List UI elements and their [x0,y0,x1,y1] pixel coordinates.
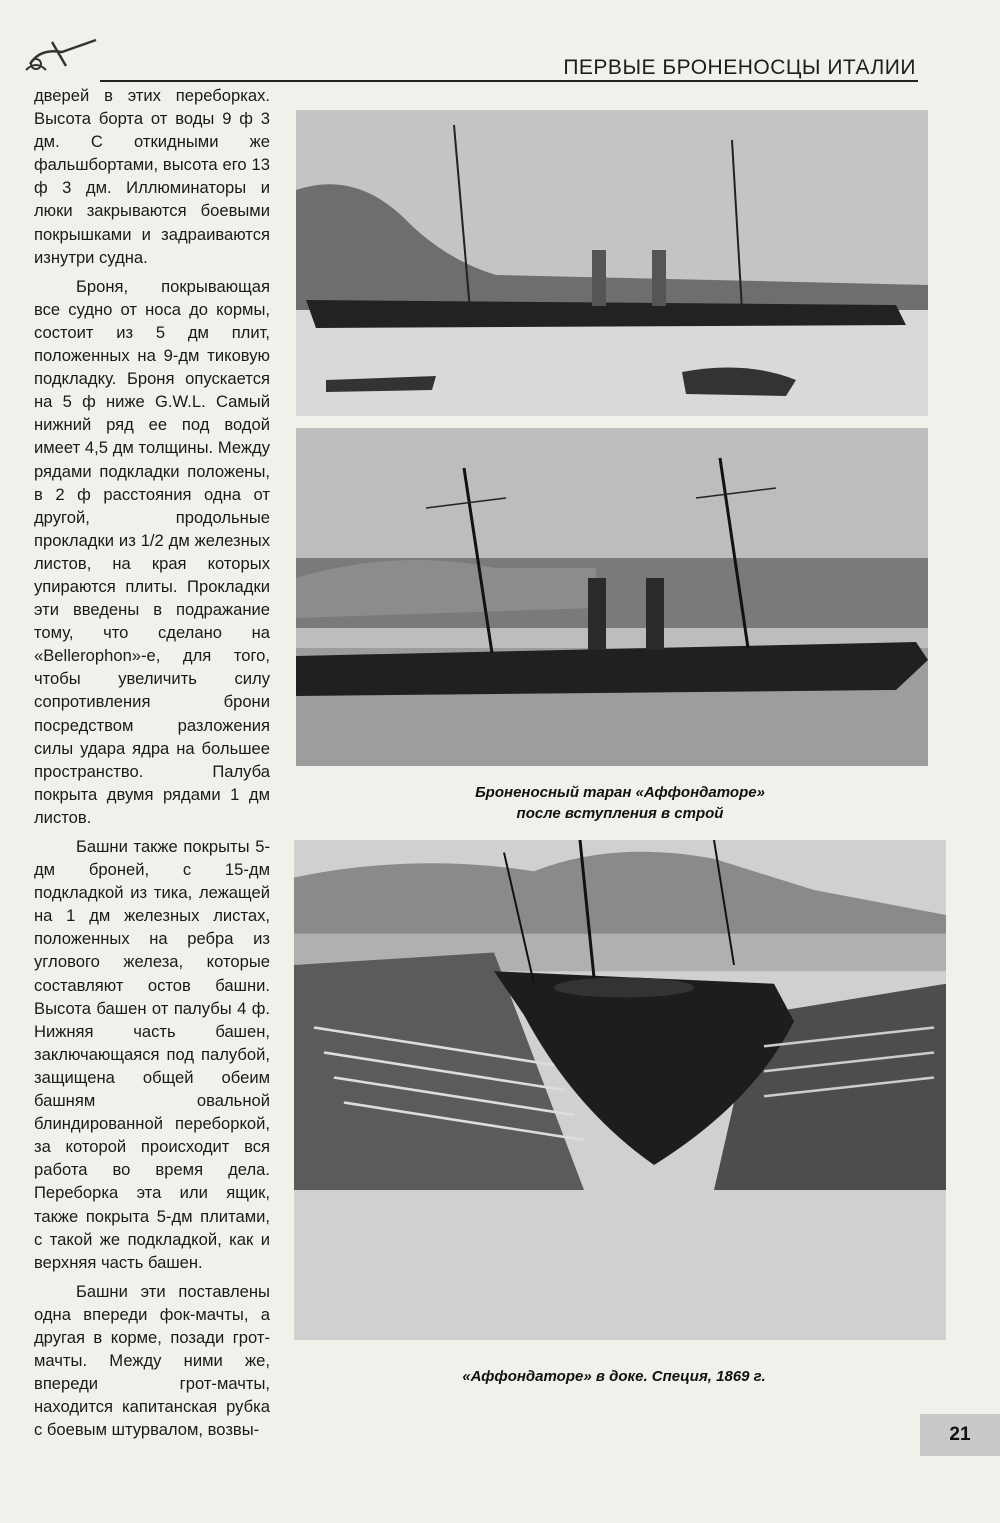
caption-line: после вступления в строй [516,805,724,822]
caption-line: Броненосный таран «Аффондаторе» [475,784,765,801]
header-rule [100,80,918,82]
figure-caption-top [420,782,820,824]
body-text-column [34,84,270,1447]
paragraph: Башни также покрыты 5-дм броней, с 15-дм подкладкой из тика, лежащей на 1 дм железных листах, положенных на ребра из углового железа, которые составляют остов башни. Высота башен от палубы 4 ф. Нижняя часть башен, заключающаяся под палубой, защищена общей обеим башням овальной блиндированной переборкой, за которой происходит вся работа во время дела. Переборка эта или ящик, также покрыта 5-дм плитами, с такой же подкладкой, как и верхняя часть башен. [34,837,270,1272]
anchor-logo-icon [22,34,102,74]
paragraph: дверей в этих переборках. Высота борта от воды 9 ф 3 дм. С откидными же фальшбортами, высота его 13 ф 3 дм. Иллюминаторы и люки закрываются боевыми покрышками и задраиваются изнутри судна. [34,86,270,267]
page-number: 21 [920,1414,1000,1456]
ship-photo-in-dry-dock [294,840,946,1340]
figure-caption-bottom: «Аффондаторе» в доке. Специя, 1869 г. [462,1368,766,1385]
ship-photo-at-anchor [296,110,928,416]
paragraph: Броня, покрывающая все судно от носа до кормы, состоит из 5 дм плит, положенных на 9-дм тиковую подкладку. Броня опускается на 5 ф ниже G.W.L. Самый нижний ряд ее под водой имеет 4,5 дм толщины. Между рядами подкладки положены, в 2 ф расстояния одна от другой, продольные прокладки из 1/2 дм железных листов, на края которых упираются плиты. Прокладки эти введены в подражание тому, что сделано на «Bellerophon»-е, для того, чтобы увеличить силу сопротивления брони посредством разложения силы удара ядра на большее пространство. Палуба покрыта двумя рядами 1 дм листов. [34,276,270,827]
ship-photo-in-harbour [296,428,928,766]
paragraph: Башни эти поставлены одна впереди фок-мачты, а другая в корме, позади грот-мачты. Между ними же, впереди грот-мачты, находится капитанская рубка с боевым штурвалом, возвы- [34,1281,270,1440]
running-header-title: ПЕРВЫЕ БРОНЕНОСЦЫ ИТАЛИИ [563,56,916,79]
